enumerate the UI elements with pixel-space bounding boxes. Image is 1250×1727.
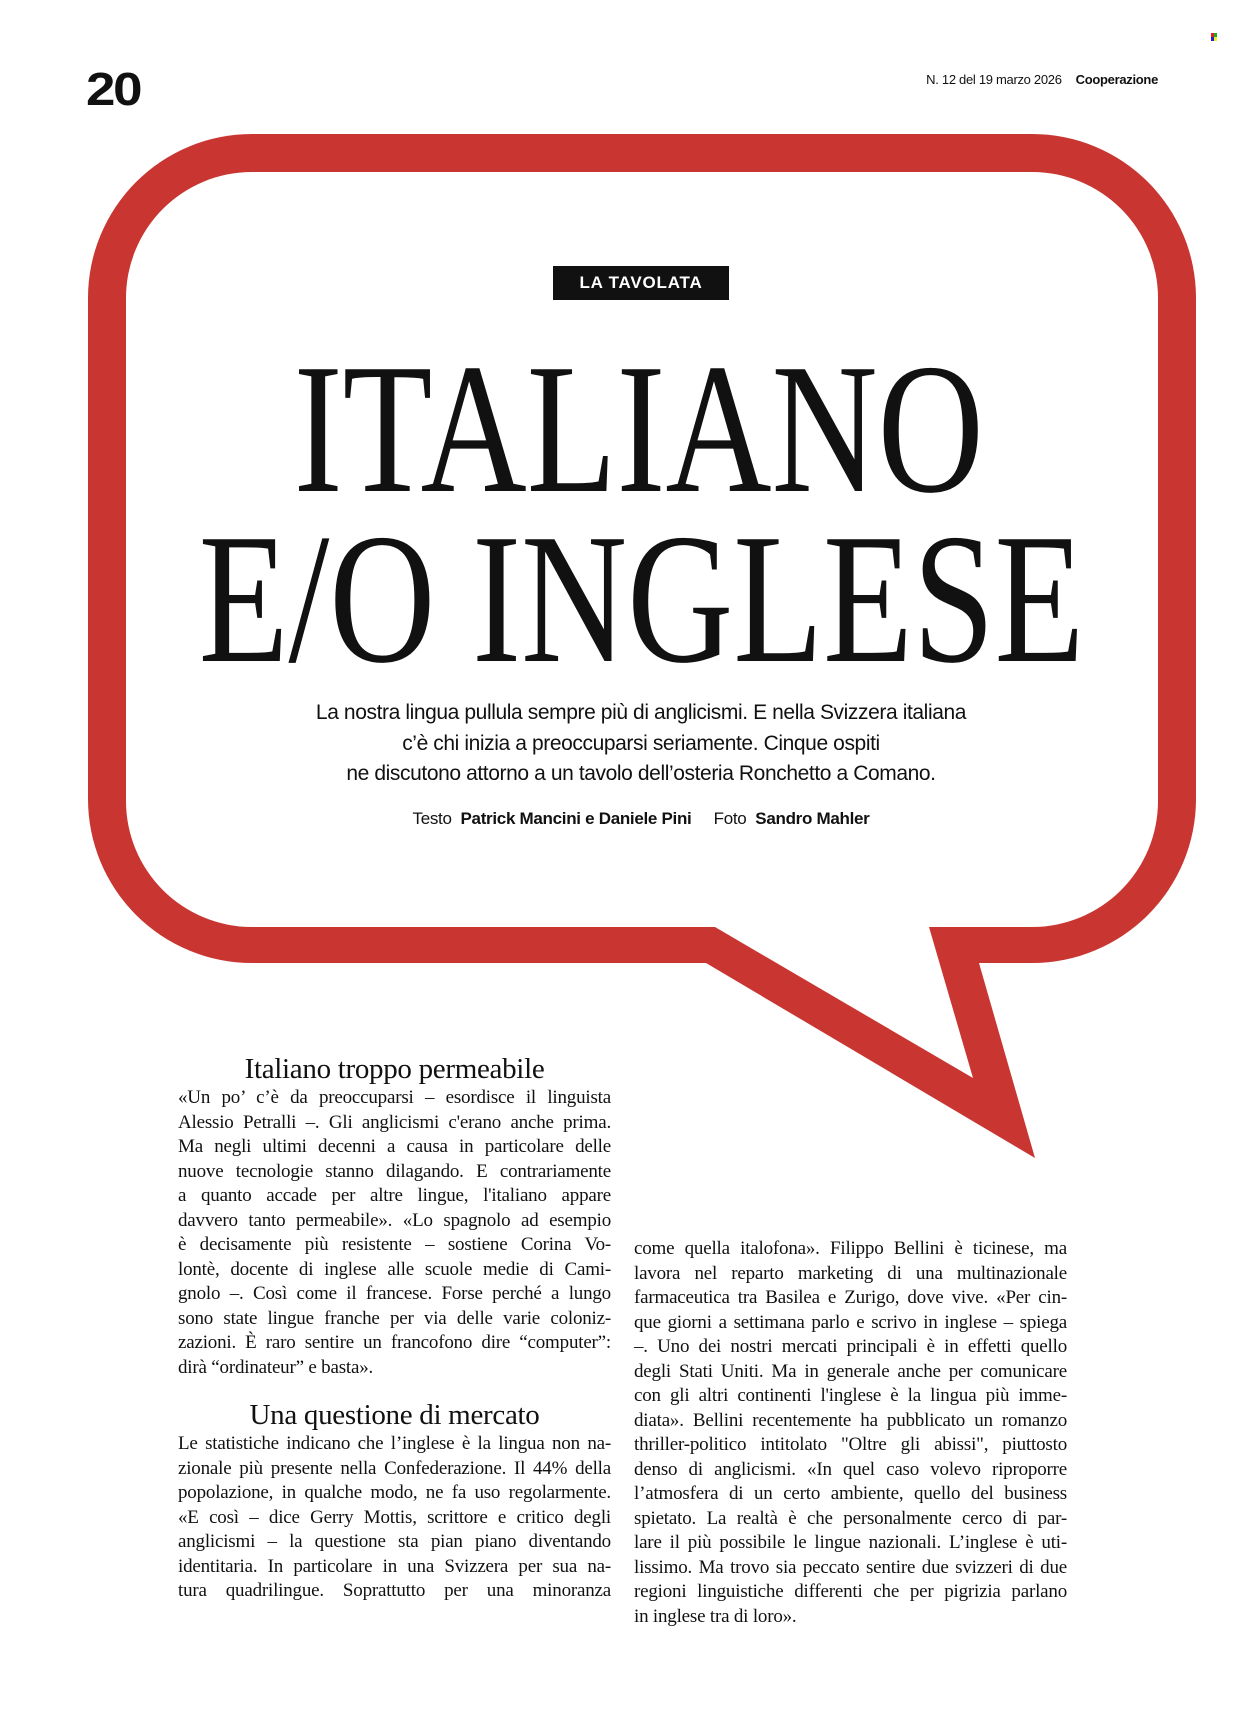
body-line: lissimo. Ma trovo sia peccato sentire due svizzeri di due — [634, 1556, 1067, 1578]
body-line: gnolo –. Così come il francese. Forse perché a lungo — [178, 1283, 611, 1304]
standfirst-line: La nostra lingua pullula sempre più di anglicismi. E nella Svizzera italiana — [315, 701, 967, 724]
section-body-continued — [634, 1237, 1067, 1629]
body-line: degli Stati Uniti. Ma in generale anche per comunicare — [634, 1360, 1067, 1382]
body-line: farmaceutica tra Basilea e Zurigo, dove vive. «Per cin- — [634, 1287, 1067, 1308]
body-line: è decisamente più resistente – sostiene Corina Vo- — [178, 1234, 611, 1255]
body-line: identitaria. In particolare in una Svizzera per sua na- — [178, 1555, 611, 1577]
body-line: «Un po’ c’è da preoccuparsi – esordisce il linguista — [178, 1087, 611, 1108]
issue-info: N. 12 del 19 marzo 2026 — [926, 72, 1062, 87]
body-line: lontè, docente di inglese alle scuole medie di Cami- — [178, 1258, 611, 1280]
photo-author: Sandro Mahler — [755, 809, 870, 828]
body-line: diata». Bellini recentemente ha pubblicato un romanzo — [634, 1409, 1067, 1431]
body-line: l’atmosfera di un certo ambiente, quello del business — [634, 1483, 1067, 1504]
body-line: in inglese tra di loro». — [634, 1605, 797, 1627]
body-line: denso di anglicismi. «In quel caso volevo riproporre — [634, 1458, 1067, 1480]
byline — [0, 810, 1250, 827]
body-line: popolazione, in qualche modo, ne fa uso regolarmente. — [178, 1482, 611, 1503]
body-line: tura quadrilingue. Soprattutto per una minoranza — [178, 1580, 611, 1601]
publication-name: Cooperazione — [1075, 72, 1158, 87]
body-line: sono state lingue franche per via delle varie coloniz- — [178, 1307, 611, 1329]
section-heading: Una questione di mercato — [249, 1399, 540, 1431]
body-line: come quella italofona». Filippo Bellini è ticinese, ma — [634, 1238, 1067, 1259]
body-line: thriller-politico intitolato "Oltre gli abissi", piuttosto — [634, 1434, 1067, 1455]
standfirst-line: ne discutono attorno a un tavolo dell’osteria Ronchetto a Comano. — [346, 762, 936, 785]
text-authors: Patrick Mancini e Daniele Pini — [460, 809, 692, 828]
article-column-left — [178, 1052, 611, 1604]
headline-line-2 — [16, 496, 1250, 702]
section-heading: Italiano troppo permeabile — [244, 1053, 545, 1085]
headline-text: E/O INGLESE — [198, 496, 1084, 702]
body-line: lavora nel reparto marketing di una multinazionale — [634, 1262, 1067, 1284]
body-line: anglicismi – la questione sta pian piano diventando — [178, 1531, 611, 1552]
standfirst — [0, 698, 1250, 790]
body-line: Alessio Petralli –. Gli anglicismi c'erano anche prima. — [178, 1111, 611, 1133]
headline-line-1 — [14, 326, 1250, 532]
body-line: lare il più possibile le lingue nazionali. L’inglese è uti- — [634, 1532, 1067, 1553]
headline-text: ITALIANO — [293, 326, 985, 532]
body-line: Ma negli ultimi decenni a causa in particolare delle — [178, 1136, 611, 1157]
body-line: que giorni a settimana parlo e scrivo in inglese – spiega — [634, 1311, 1067, 1333]
body-line: davvero tanto permeabile». «Lo spagnolo ad esempio — [178, 1209, 611, 1231]
standfirst-line: c’è chi inizia a preoccuparsi seriamente. Cinque ospiti — [402, 731, 880, 755]
page-number: 20 — [86, 63, 141, 115]
body-line: «E così – dice Gerry Mottis, scrittore e critico degli — [178, 1506, 611, 1528]
body-line: –. Uno dei nostri mercati principali è in effetti quello — [634, 1336, 1067, 1357]
body-line: regioni linguistiche differenti che per pigrizia parlano — [634, 1581, 1067, 1602]
text-label: Testo — [412, 809, 452, 828]
body-line: dirà “ordinateur” e basta». — [178, 1356, 374, 1378]
body-line: Le statistiche indicano che l’inglese è la lingua non na- — [178, 1433, 611, 1454]
photo-label: Foto — [713, 809, 747, 828]
section-body — [178, 1086, 611, 1380]
body-line: a quanto accade per altre lingue, l'italiano appare — [178, 1185, 611, 1206]
body-line: nuove tecnologie stanno dilagando. E contrariamente — [178, 1160, 611, 1182]
article-column-right — [634, 1237, 1067, 1629]
body-line: con gli altri continenti l'inglese è la lingua più imme- — [634, 1385, 1067, 1406]
section-body — [178, 1432, 611, 1604]
body-line: zazioni. È raro sentire un francofono dire “computer”: — [178, 1332, 611, 1353]
section-kicker: LA TAVOLATA — [553, 266, 729, 300]
body-line: spietato. La realtà è che personalmente cerco di par- — [634, 1507, 1067, 1529]
body-line: zionale più presente nella Confederazione. Il 44% della — [178, 1457, 611, 1479]
